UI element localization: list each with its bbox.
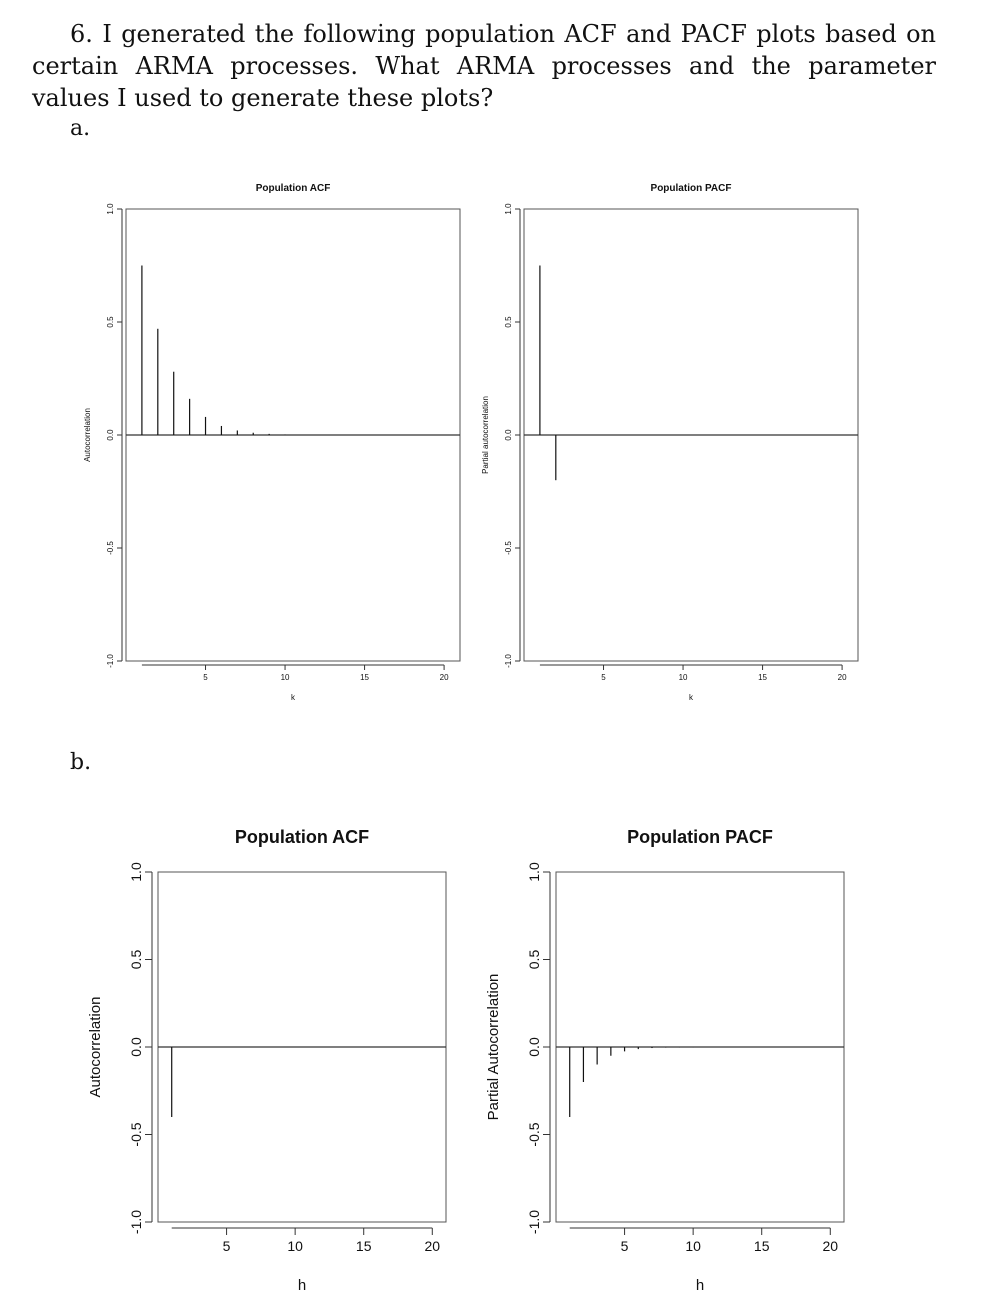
part-a-label: a. — [70, 116, 91, 141]
a-acf-title: Population ACF — [255, 183, 331, 194]
b-pacf-xlabel: h — [695, 1277, 705, 1294]
pacf-plot-a — [478, 175, 868, 705]
b-acf-ytick-label: 0.0 — [128, 1037, 144, 1057]
question-number: 6. — [70, 20, 93, 48]
a-acf-xtick-label: 10 — [280, 673, 290, 682]
a-pacf-ytick-label: 0.0 — [504, 429, 513, 441]
a-acf-xlabel: k — [291, 693, 295, 702]
b-acf-ytick-label: -0.5 — [128, 1122, 144, 1147]
acf-plot-b — [80, 820, 460, 1300]
a-pacf-xtick-label: 15 — [758, 673, 768, 682]
a-acf-xtick-label: 15 — [360, 673, 370, 682]
b-acf-xlabel: h — [297, 1277, 307, 1294]
b-pacf-xtick-label: 10 — [685, 1238, 701, 1254]
b-pacf-ylabel: Partial Autocorrelation — [485, 973, 502, 1121]
a-acf-xtick-label: 5 — [203, 673, 208, 682]
b-acf-xtick-label: 5 — [222, 1238, 231, 1254]
b-pacf-xtick-label: 5 — [620, 1238, 629, 1254]
b-pacf-xtick-label: 20 — [822, 1238, 839, 1254]
b-pacf-ytick-label: -0.5 — [526, 1122, 542, 1147]
a-acf-ytick-label: 1.0 — [106, 203, 115, 215]
b-acf-ylabel: Autocorrelation — [87, 996, 104, 1098]
b-pacf-xtick-label: 15 — [753, 1238, 770, 1254]
part-b-label: b. — [70, 750, 92, 775]
a-pacf-ytick-label: -1.0 — [504, 654, 513, 668]
b-acf-ytick-label: -1.0 — [128, 1209, 144, 1235]
a-pacf-xtick-label: 20 — [837, 673, 847, 682]
a-acf-ytick-label: 0.0 — [106, 429, 115, 441]
a-pacf-title: Population PACF — [650, 183, 732, 194]
acf-plot-a — [80, 175, 470, 705]
a-pacf-ytick-label: -0.5 — [504, 541, 513, 555]
b-acf-ytick-label: 1.0 — [128, 862, 144, 882]
a-pacf-xtick-label: 10 — [678, 673, 688, 682]
a-pacf-xlabel: k — [689, 693, 693, 702]
a-acf-ytick-label: 0.5 — [106, 316, 115, 328]
b-acf-xtick-label: 10 — [287, 1238, 303, 1254]
question-body: I generated the following population ACF and PACF plots based on certain ARMA processes. What ARMA processes and the parameter values I used to generate these plots? — [32, 20, 936, 112]
a-pacf-ytick-label: 1.0 — [504, 203, 513, 215]
a-acf-ytick-label: -0.5 — [106, 541, 115, 555]
a-pacf-ytick-label: 0.5 — [504, 316, 513, 328]
b-pacf-ytick-label: -1.0 — [526, 1209, 542, 1235]
a-acf-ylabel: Autocorrelation — [83, 408, 92, 462]
b-pacf-ytick-label: 0.0 — [526, 1037, 542, 1057]
a-pacf-ylabel: Partial autocorrelation — [481, 396, 490, 474]
pacf-plot-b — [478, 820, 858, 1300]
a-acf-ytick-label: -1.0 — [106, 654, 115, 668]
question-text — [32, 18, 936, 114]
b-acf-title: Population ACF — [234, 827, 370, 847]
b-pacf-title: Population PACF — [627, 827, 773, 847]
b-acf-xtick-label: 20 — [424, 1238, 441, 1254]
a-pacf-xtick-label: 5 — [601, 673, 606, 682]
b-pacf-ytick-label: 0.5 — [526, 949, 542, 970]
b-acf-xtick-label: 15 — [355, 1238, 372, 1254]
b-pacf-ytick-label: 1.0 — [526, 862, 542, 882]
a-acf-xtick-label: 20 — [439, 673, 449, 682]
b-acf-ytick-label: 0.5 — [128, 949, 144, 970]
